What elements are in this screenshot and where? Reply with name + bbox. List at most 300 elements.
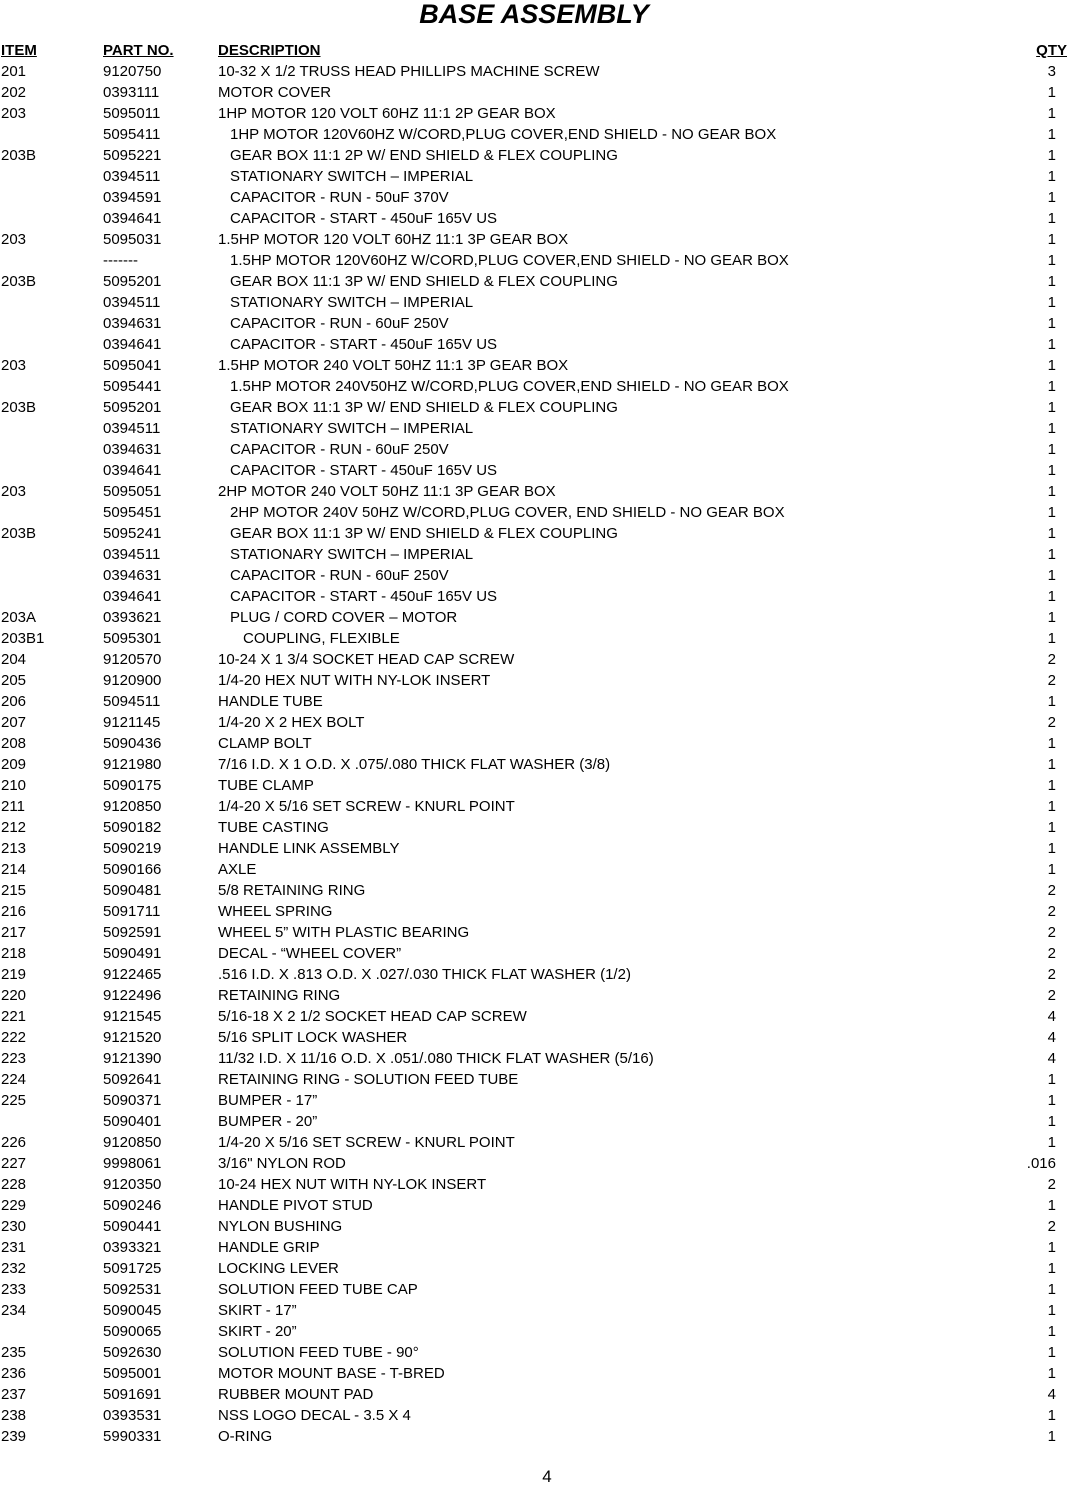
table-row bbox=[0, 985, 1068, 1006]
qty-cell: 1 bbox=[1047, 189, 1056, 206]
item-cell: 238 bbox=[1, 1407, 27, 1424]
table-row bbox=[0, 859, 1068, 880]
qty-cell: 1 bbox=[1047, 777, 1056, 794]
header-part-no: PART NO. bbox=[103, 42, 174, 59]
description-cell: RUBBER MOUNT PAD bbox=[218, 1386, 374, 1403]
description-cell: GEAR BOX 11:1 3P W/ END SHIELD & FLEX COUPLING bbox=[230, 525, 618, 542]
part-number-cell: 5095441 bbox=[103, 378, 162, 395]
table-row bbox=[0, 1006, 1068, 1027]
part-number-cell: 5095201 bbox=[103, 273, 162, 290]
qty-cell: 1 bbox=[1047, 735, 1056, 752]
item-cell: 234 bbox=[1, 1302, 27, 1319]
table-row bbox=[0, 376, 1068, 397]
part-number-cell: 5092591 bbox=[103, 924, 162, 941]
part-number-cell: 9120570 bbox=[103, 651, 162, 668]
description-cell: DECAL - “WHEEL COVER” bbox=[218, 945, 402, 962]
item-cell: 203B bbox=[1, 147, 37, 164]
table-row bbox=[0, 502, 1068, 523]
qty-cell: 1 bbox=[1047, 399, 1056, 416]
description-cell: CAPACITOR - RUN - 60uF 250V bbox=[230, 315, 449, 332]
table-row bbox=[0, 943, 1068, 964]
qty-cell: 2 bbox=[1047, 1176, 1056, 1193]
item-cell: 216 bbox=[1, 903, 27, 920]
item-cell: 226 bbox=[1, 1134, 27, 1151]
table-row bbox=[0, 145, 1068, 166]
part-number-cell: 5090246 bbox=[103, 1197, 162, 1214]
item-cell: 227 bbox=[1, 1155, 27, 1172]
part-number-cell: 0394511 bbox=[103, 546, 161, 563]
qty-cell: 2 bbox=[1047, 987, 1056, 1004]
qty-cell: 1 bbox=[1047, 840, 1056, 857]
table-row bbox=[0, 292, 1068, 313]
item-cell: 203B1 bbox=[1, 630, 45, 647]
item-cell: 202 bbox=[1, 84, 27, 101]
part-number-cell: 9998061 bbox=[103, 1155, 162, 1172]
description-cell: BUMPER - 20” bbox=[218, 1113, 318, 1130]
part-number-cell: 0393111 bbox=[103, 84, 160, 101]
part-number-cell: 5090182 bbox=[103, 819, 162, 836]
table-row bbox=[0, 355, 1068, 376]
part-number-cell: 5095041 bbox=[103, 357, 162, 374]
part-number-cell: 5090175 bbox=[103, 777, 162, 794]
description-cell: 5/16 SPLIT LOCK WASHER bbox=[218, 1029, 408, 1046]
qty-cell: 1 bbox=[1047, 378, 1056, 395]
description-cell: 1HP MOTOR 120 VOLT 60HZ 11:1 2P GEAR BOX bbox=[218, 105, 556, 122]
part-number-cell: 5092630 bbox=[103, 1344, 162, 1361]
part-number-cell: 0394591 bbox=[103, 189, 162, 206]
table-row bbox=[0, 691, 1068, 712]
table-row bbox=[0, 1069, 1068, 1090]
qty-cell: 1 bbox=[1047, 1197, 1056, 1214]
item-cell: 204 bbox=[1, 651, 27, 668]
description-cell: AXLE bbox=[218, 861, 257, 878]
part-number-cell: 9120900 bbox=[103, 672, 162, 689]
description-cell: SKIRT - 20” bbox=[218, 1323, 297, 1340]
qty-cell: 1 bbox=[1047, 567, 1056, 584]
table-row bbox=[0, 460, 1068, 481]
parts-table bbox=[0, 61, 1068, 1447]
table-row bbox=[0, 1300, 1068, 1321]
part-number-cell: 9120850 bbox=[103, 1134, 162, 1151]
table-row bbox=[0, 124, 1068, 145]
item-cell: 237 bbox=[1, 1386, 27, 1403]
table-row bbox=[0, 1363, 1068, 1384]
description-cell: SOLUTION FEED TUBE - 90° bbox=[218, 1344, 419, 1361]
description-cell: CAPACITOR - START - 450uF 165V US bbox=[230, 210, 498, 227]
item-cell: 210 bbox=[1, 777, 27, 794]
description-cell: HANDLE TUBE bbox=[218, 693, 323, 710]
qty-cell: 1 bbox=[1047, 84, 1056, 101]
part-number-cell: 5090436 bbox=[103, 735, 162, 752]
part-number-cell: 9121145 bbox=[103, 714, 161, 731]
description-cell: CAPACITOR - RUN - 60uF 250V bbox=[230, 567, 449, 584]
item-cell: 211 bbox=[1, 798, 25, 815]
qty-cell: 1 bbox=[1047, 147, 1056, 164]
description-cell: COUPLING, FLEXIBLE bbox=[243, 630, 400, 647]
description-cell: BUMPER - 17” bbox=[218, 1092, 318, 1109]
table-row bbox=[0, 82, 1068, 103]
part-number-cell: 9121520 bbox=[103, 1029, 162, 1046]
qty-cell: 1 bbox=[1047, 693, 1056, 710]
description-cell: 5/16-18 X 2 1/2 SOCKET HEAD CAP SCREW bbox=[218, 1008, 527, 1025]
table-row bbox=[0, 901, 1068, 922]
description-cell: WHEEL SPRING bbox=[218, 903, 333, 920]
part-number-cell: 0394641 bbox=[103, 210, 162, 227]
part-number-cell: 9120850 bbox=[103, 798, 162, 815]
item-cell: 201 bbox=[1, 63, 27, 80]
table-row bbox=[0, 817, 1068, 838]
table-row bbox=[0, 166, 1068, 187]
qty-cell: 1 bbox=[1047, 861, 1056, 878]
item-cell: 203B bbox=[1, 273, 37, 290]
description-cell: PLUG / CORD COVER – MOTOR bbox=[230, 609, 458, 626]
qty-cell: 1 bbox=[1047, 273, 1056, 290]
description-cell: NYLON BUSHING bbox=[218, 1218, 343, 1235]
description-cell: 1.5HP MOTOR 120V60HZ W/CORD,PLUG COVER,END SHIELD - NO GEAR BOX bbox=[230, 252, 789, 269]
part-number-cell: 0394511 bbox=[103, 420, 161, 437]
qty-cell: 2 bbox=[1047, 966, 1056, 983]
item-cell: 229 bbox=[1, 1197, 27, 1214]
part-number-cell: 9120750 bbox=[103, 63, 162, 80]
item-cell: 214 bbox=[1, 861, 27, 878]
table-row bbox=[0, 964, 1068, 985]
table-row bbox=[0, 628, 1068, 649]
table-row bbox=[0, 1426, 1068, 1447]
part-number-cell: 0394631 bbox=[103, 567, 162, 584]
table-row bbox=[0, 712, 1068, 733]
description-cell: 1.5HP MOTOR 240 VOLT 50HZ 11:1 3P GEAR BOX bbox=[218, 357, 569, 374]
item-cell: 206 bbox=[1, 693, 27, 710]
table-row bbox=[0, 1195, 1068, 1216]
item-cell: 217 bbox=[1, 924, 27, 941]
qty-cell: 2 bbox=[1047, 1218, 1056, 1235]
part-number-cell: 5091725 bbox=[103, 1260, 162, 1277]
item-cell: 203B bbox=[1, 399, 37, 416]
qty-cell: 2 bbox=[1047, 924, 1056, 941]
part-number-cell: 9121390 bbox=[103, 1050, 162, 1067]
table-row bbox=[0, 523, 1068, 544]
description-cell: 10-24 HEX NUT WITH NY-LOK INSERT bbox=[218, 1176, 487, 1193]
description-cell: 10-32 X 1/2 TRUSS HEAD PHILLIPS MACHINE SCREW bbox=[218, 63, 600, 80]
item-cell: 233 bbox=[1, 1281, 27, 1298]
qty-cell: 1 bbox=[1047, 525, 1056, 542]
table-row bbox=[0, 1258, 1068, 1279]
item-cell: 236 bbox=[1, 1365, 27, 1382]
description-cell: GEAR BOX 11:1 3P W/ END SHIELD & FLEX COUPLING bbox=[230, 399, 618, 416]
table-row bbox=[0, 1048, 1068, 1069]
item-cell: 203A bbox=[1, 609, 37, 626]
description-cell: TUBE CLAMP bbox=[218, 777, 314, 794]
item-cell: 219 bbox=[1, 966, 27, 983]
description-cell: SOLUTION FEED TUBE CAP bbox=[218, 1281, 418, 1298]
qty-cell: 2 bbox=[1047, 714, 1056, 731]
part-number-cell: 5095241 bbox=[103, 525, 162, 542]
qty-cell: 1 bbox=[1047, 1344, 1056, 1361]
table-row bbox=[0, 775, 1068, 796]
part-number-cell: 0394511 bbox=[103, 294, 161, 311]
item-cell: 235 bbox=[1, 1344, 27, 1361]
part-number-cell: 0394631 bbox=[103, 315, 162, 332]
part-number-cell: 9121980 bbox=[103, 756, 162, 773]
description-cell: CAPACITOR - START - 450uF 165V US bbox=[230, 588, 498, 605]
description-cell: 2HP MOTOR 240V 50HZ W/CORD,PLUG COVER, END SHIELD - NO GEAR BOX bbox=[230, 504, 785, 521]
part-number-cell: 5090219 bbox=[103, 840, 162, 857]
description-cell: O-RING bbox=[218, 1428, 273, 1445]
part-number-cell: 9120350 bbox=[103, 1176, 162, 1193]
part-number-cell: 0394641 bbox=[103, 462, 162, 479]
description-cell: 1HP MOTOR 120V60HZ W/CORD,PLUG COVER,END SHIELD - NO GEAR BOX bbox=[230, 126, 777, 143]
table-row bbox=[0, 313, 1068, 334]
table-row bbox=[0, 754, 1068, 775]
description-cell: HANDLE PIVOT STUD bbox=[218, 1197, 373, 1214]
table-row bbox=[0, 586, 1068, 607]
part-number-cell: 5095201 bbox=[103, 399, 162, 416]
part-number-cell: 5095011 bbox=[103, 105, 161, 122]
table-row bbox=[0, 838, 1068, 859]
table-row bbox=[0, 1111, 1068, 1132]
item-cell: 231 bbox=[1, 1239, 27, 1256]
part-number-cell: 5095301 bbox=[103, 630, 162, 647]
qty-cell: 1 bbox=[1047, 756, 1056, 773]
qty-cell: 4 bbox=[1047, 1386, 1056, 1403]
part-number-cell: 5090401 bbox=[103, 1113, 162, 1130]
qty-cell: 2 bbox=[1047, 882, 1056, 899]
description-cell: MOTOR COVER bbox=[218, 84, 332, 101]
qty-cell: 1 bbox=[1047, 1134, 1056, 1151]
part-number-cell: 5090371 bbox=[103, 1092, 162, 1109]
part-number-cell: 9122465 bbox=[103, 966, 162, 983]
part-number-cell: 9121545 bbox=[103, 1008, 162, 1025]
table-row bbox=[0, 544, 1068, 565]
description-cell: WHEEL 5” WITH PLASTIC BEARING bbox=[218, 924, 470, 941]
qty-cell: 4 bbox=[1047, 1050, 1056, 1067]
qty-cell: 1 bbox=[1047, 1407, 1056, 1424]
part-number-cell: 5092531 bbox=[103, 1281, 162, 1298]
qty-cell: 1 bbox=[1047, 798, 1056, 815]
qty-cell: .016 bbox=[1026, 1155, 1056, 1172]
description-cell: CAPACITOR - RUN - 60uF 250V bbox=[230, 441, 449, 458]
table-row bbox=[0, 733, 1068, 754]
item-cell: 212 bbox=[1, 819, 27, 836]
part-number-cell: 0393531 bbox=[103, 1407, 162, 1424]
qty-cell: 1 bbox=[1047, 1323, 1056, 1340]
description-cell: 1/4-20 X 2 HEX BOLT bbox=[218, 714, 365, 731]
description-cell: SKIRT - 17” bbox=[218, 1302, 297, 1319]
qty-cell: 1 bbox=[1047, 1365, 1056, 1382]
item-cell: 221 bbox=[1, 1008, 27, 1025]
item-cell: 215 bbox=[1, 882, 27, 899]
description-cell: 1.5HP MOTOR 240V50HZ W/CORD,PLUG COVER,END SHIELD - NO GEAR BOX bbox=[230, 378, 789, 395]
qty-cell: 1 bbox=[1047, 1092, 1056, 1109]
qty-cell: 1 bbox=[1047, 1302, 1056, 1319]
table-row bbox=[0, 103, 1068, 124]
qty-cell: 1 bbox=[1047, 105, 1056, 122]
description-cell: 1/4-20 X 5/16 SET SCREW - KNURL POINT bbox=[218, 1134, 515, 1151]
part-number-cell: 0394511 bbox=[103, 168, 161, 185]
table-row bbox=[0, 1279, 1068, 1300]
description-cell: .516 I.D. X .813 O.D. X .027/.030 THICK FLAT WASHER (1/2) bbox=[218, 966, 631, 983]
part-number-cell: 0394641 bbox=[103, 588, 162, 605]
description-cell: 5/8 RETAINING RING bbox=[218, 882, 366, 899]
item-cell: 213 bbox=[1, 840, 27, 857]
item-cell: 223 bbox=[1, 1050, 27, 1067]
qty-cell: 1 bbox=[1047, 1113, 1056, 1130]
table-row bbox=[0, 334, 1068, 355]
description-cell: 11/32 I.D. X 11/16 O.D. X .051/.080 THICK FLAT WASHER (5/16) bbox=[218, 1050, 654, 1067]
part-number-cell: 5090441 bbox=[103, 1218, 162, 1235]
qty-cell: 4 bbox=[1047, 1008, 1056, 1025]
qty-cell: 2 bbox=[1047, 651, 1056, 668]
part-number-cell: 5090481 bbox=[103, 882, 162, 899]
table-row bbox=[0, 1384, 1068, 1405]
item-cell: 207 bbox=[1, 714, 27, 731]
table-row bbox=[0, 1174, 1068, 1195]
qty-cell: 1 bbox=[1047, 588, 1056, 605]
qty-cell: 2 bbox=[1047, 672, 1056, 689]
description-cell: STATIONARY SWITCH – IMPERIAL bbox=[230, 294, 474, 311]
qty-cell: 1 bbox=[1047, 420, 1056, 437]
qty-cell: 1 bbox=[1047, 357, 1056, 374]
qty-cell: 1 bbox=[1047, 1260, 1056, 1277]
item-cell: 218 bbox=[1, 945, 27, 962]
table-row bbox=[0, 208, 1068, 229]
qty-cell: 1 bbox=[1047, 1428, 1056, 1445]
table-row bbox=[0, 1405, 1068, 1426]
description-cell: HANDLE LINK ASSEMBLY bbox=[218, 840, 400, 857]
table-row bbox=[0, 922, 1068, 943]
qty-cell: 1 bbox=[1047, 483, 1056, 500]
description-cell: TUBE CASTING bbox=[218, 819, 329, 836]
header-qty: QTY bbox=[1036, 42, 1067, 59]
part-number-cell: 0394631 bbox=[103, 441, 162, 458]
part-number-cell: 0393321 bbox=[103, 1239, 162, 1256]
table-row bbox=[0, 1237, 1068, 1258]
description-cell: NSS LOGO DECAL - 3.5 X 4 bbox=[218, 1407, 411, 1424]
qty-cell: 1 bbox=[1047, 504, 1056, 521]
qty-cell: 1 bbox=[1047, 336, 1056, 353]
item-cell: 203 bbox=[1, 231, 27, 248]
table-row bbox=[0, 397, 1068, 418]
table-row bbox=[0, 1132, 1068, 1153]
part-number-cell: 5092641 bbox=[103, 1071, 162, 1088]
description-cell: CAPACITOR - RUN - 50uF 370V bbox=[230, 189, 449, 206]
table-row bbox=[0, 1321, 1068, 1342]
description-cell: LOCKING LEVER bbox=[218, 1260, 339, 1277]
table-row bbox=[0, 607, 1068, 628]
item-cell: 225 bbox=[1, 1092, 27, 1109]
table-row bbox=[0, 418, 1068, 439]
qty-cell: 4 bbox=[1047, 1029, 1056, 1046]
description-cell: 3/16" NYLON ROD bbox=[218, 1155, 346, 1172]
table-row bbox=[0, 187, 1068, 208]
description-cell: GEAR BOX 11:1 3P W/ END SHIELD & FLEX COUPLING bbox=[230, 273, 618, 290]
description-cell: CLAMP BOLT bbox=[218, 735, 312, 752]
item-cell: 228 bbox=[1, 1176, 27, 1193]
description-cell: 10-24 X 1 3/4 SOCKET HEAD CAP SCREW bbox=[218, 651, 515, 668]
part-number-cell: 5090166 bbox=[103, 861, 162, 878]
item-cell: 222 bbox=[1, 1029, 27, 1046]
qty-cell: 1 bbox=[1047, 1281, 1056, 1298]
part-number-cell: 5091711 bbox=[103, 903, 161, 920]
table-row bbox=[0, 1090, 1068, 1111]
description-cell: GEAR BOX 11:1 2P W/ END SHIELD & FLEX COUPLING bbox=[230, 147, 618, 164]
table-row bbox=[0, 250, 1068, 271]
item-cell: 224 bbox=[1, 1071, 27, 1088]
qty-cell: 1 bbox=[1047, 630, 1056, 647]
qty-cell: 1 bbox=[1047, 168, 1056, 185]
qty-cell: 1 bbox=[1047, 294, 1056, 311]
table-row bbox=[0, 1342, 1068, 1363]
part-number-cell: 5090065 bbox=[103, 1323, 162, 1340]
page-title: BASE ASSEMBLY bbox=[419, 0, 649, 29]
table-row bbox=[0, 649, 1068, 670]
part-number-cell: 5095001 bbox=[103, 1365, 162, 1382]
table-row bbox=[0, 796, 1068, 817]
description-cell: RETAINING RING - SOLUTION FEED TUBE bbox=[218, 1071, 519, 1088]
description-cell: HANDLE GRIP bbox=[218, 1239, 320, 1256]
part-number-cell: 5990331 bbox=[103, 1428, 162, 1445]
description-cell: CAPACITOR - START - 450uF 165V US bbox=[230, 336, 498, 353]
table-row bbox=[0, 1027, 1068, 1048]
part-number-cell: 9122496 bbox=[103, 987, 162, 1004]
description-cell: MOTOR MOUNT BASE - T-BRED bbox=[218, 1365, 445, 1382]
item-cell: 209 bbox=[1, 756, 27, 773]
part-number-cell: 5095221 bbox=[103, 147, 162, 164]
table-row bbox=[0, 880, 1068, 901]
qty-cell: 1 bbox=[1047, 546, 1056, 563]
part-number-cell: 5095031 bbox=[103, 231, 162, 248]
table-row bbox=[0, 61, 1068, 82]
qty-cell: 2 bbox=[1047, 945, 1056, 962]
description-cell: 2HP MOTOR 240 VOLT 50HZ 11:1 3P GEAR BOX bbox=[218, 483, 556, 500]
item-cell: 203 bbox=[1, 357, 27, 374]
part-number-cell: 5095051 bbox=[103, 483, 162, 500]
part-number-cell: ------- bbox=[103, 252, 138, 269]
qty-cell: 1 bbox=[1047, 210, 1056, 227]
qty-cell: 1 bbox=[1047, 1239, 1056, 1256]
part-number-cell: 5094511 bbox=[103, 693, 161, 710]
qty-cell: 1 bbox=[1047, 315, 1056, 332]
table-row bbox=[0, 565, 1068, 586]
qty-cell: 1 bbox=[1047, 819, 1056, 836]
description-cell: 1/4-20 X 5/16 SET SCREW - KNURL POINT bbox=[218, 798, 515, 815]
description-cell: RETAINING RING bbox=[218, 987, 341, 1004]
header-description: DESCRIPTION bbox=[218, 42, 321, 59]
item-cell: 239 bbox=[1, 1428, 27, 1445]
qty-cell: 1 bbox=[1047, 126, 1056, 143]
item-cell: 203B bbox=[1, 525, 37, 542]
table-row bbox=[0, 670, 1068, 691]
item-cell: 205 bbox=[1, 672, 27, 689]
item-cell: 203 bbox=[1, 483, 27, 500]
description-cell: 7/16 I.D. X 1 O.D. X .075/.080 THICK FLAT WASHER (3/8) bbox=[218, 756, 611, 773]
part-number-cell: 5090045 bbox=[103, 1302, 162, 1319]
description-cell: STATIONARY SWITCH – IMPERIAL bbox=[230, 168, 474, 185]
item-cell: 230 bbox=[1, 1218, 27, 1235]
table-row bbox=[0, 439, 1068, 460]
qty-cell: 1 bbox=[1047, 609, 1056, 626]
qty-cell: 1 bbox=[1047, 231, 1056, 248]
description-cell: STATIONARY SWITCH – IMPERIAL bbox=[230, 420, 474, 437]
description-cell: 1.5HP MOTOR 120 VOLT 60HZ 11:1 3P GEAR BOX bbox=[218, 231, 569, 248]
qty-cell: 2 bbox=[1047, 903, 1056, 920]
table-header bbox=[0, 40, 1068, 61]
item-cell: 203 bbox=[1, 105, 27, 122]
qty-cell: 1 bbox=[1047, 1071, 1056, 1088]
description-cell: STATIONARY SWITCH – IMPERIAL bbox=[230, 546, 474, 563]
qty-cell: 1 bbox=[1047, 441, 1056, 458]
qty-cell: 1 bbox=[1047, 252, 1056, 269]
